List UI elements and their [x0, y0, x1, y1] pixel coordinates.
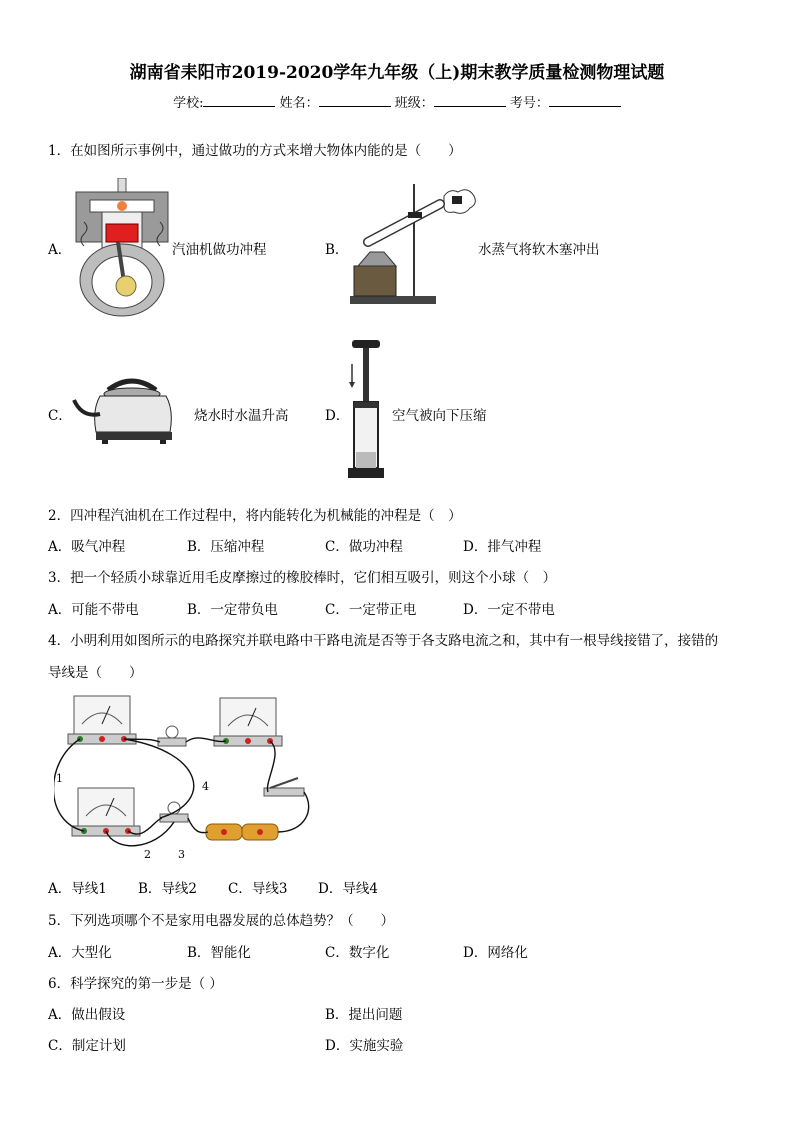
air-compression-cylinder-icon: [344, 340, 388, 480]
school-label: 学校:: [173, 96, 204, 111]
q5-option-a: A．大型化: [48, 945, 112, 961]
wire-label-3: 3: [178, 848, 185, 861]
q1-option-d-letter: D．: [325, 408, 350, 424]
question-1-stem: 1．在如图所示事例中，通过做功的方式来增大物体内能的是（ ）: [48, 143, 462, 159]
q4-option-d: D．导线4: [318, 881, 378, 897]
q6-option-d: D．实施实验: [325, 1038, 404, 1054]
test-tube-steam-icon: [348, 178, 478, 308]
ammeter-bottom-left-icon: [72, 788, 140, 836]
q6-option-a: A．做出假设: [48, 1007, 126, 1023]
wire-label-1: 1: [56, 772, 63, 785]
question-3-stem: 3．把一个轻质小球靠近用毛皮摩擦过的橡胶棒时，它们相互吸引，则这个小球（ ）: [48, 570, 557, 586]
exam-no-label: 考号：: [509, 96, 549, 111]
class-label: 班级：: [394, 96, 434, 111]
ammeter-top-left-icon: [68, 696, 136, 744]
question-4-stem-line2: 导线是（ ）: [48, 665, 143, 681]
q3-option-c: C．一定带正电: [325, 602, 417, 618]
q4-option-c: C．导线3: [228, 881, 288, 897]
question-2-stem: 2．四冲程汽油机在工作过程中，将内能转化为机械能的冲程是（ ）: [48, 508, 462, 524]
engine-cylinder-icon: [72, 178, 172, 320]
question-5-stem: 5．下列选项哪个不是家用电器发展的总体趋势？（ ）: [48, 913, 395, 929]
q6-option-c: C．制定计划: [48, 1038, 126, 1054]
q6-option-b: B．提出问题: [325, 1007, 403, 1023]
wire-label-4: 4: [202, 780, 209, 793]
q4-option-b: B．导线2: [138, 881, 198, 897]
wire-label-2: 2: [144, 848, 151, 861]
q4-option-a: A．导线1: [48, 881, 107, 897]
parallel-circuit-diagram: [54, 692, 320, 864]
q1-option-d-caption: 空气被向下压缩: [392, 408, 487, 424]
q2-option-a: A．吸气冲程: [48, 539, 126, 555]
q1-option-b-caption: 水蒸气将软木塞冲出: [478, 242, 600, 258]
q1-option-c-letter: C．: [48, 408, 72, 424]
bulb-top-icon: [158, 726, 186, 746]
student-info-line: [0, 92, 794, 111]
q1-option-c-caption: 烧水时水温升高: [194, 408, 289, 424]
q3-option-a: A．可能不带电: [48, 602, 139, 618]
q5-option-c: C．数字化: [325, 945, 390, 961]
exam-no-blank[interactable]: [549, 94, 621, 107]
q3-option-b: B．一定带负电: [187, 602, 278, 618]
q5-option-d: D．网络化: [463, 945, 528, 961]
page-title: 湖南省耒阳市2019-2020学年九年级（上)期末教学质量检测物理试题: [129, 63, 665, 83]
school-blank[interactable]: [203, 94, 275, 107]
q1-option-a-caption: 汽油机做功冲程: [172, 242, 267, 258]
name-label: 姓名：: [279, 96, 319, 111]
q1-option-b-letter: B．: [325, 242, 349, 258]
battery-icon: [206, 824, 278, 840]
ammeter-top-right-icon: [214, 698, 282, 746]
kettle-icon: [72, 372, 194, 444]
q2-option-d: D．排气冲程: [463, 539, 542, 555]
q2-option-c: C．做功冲程: [325, 539, 403, 555]
q1-option-a-letter: A．: [48, 242, 72, 258]
name-blank[interactable]: [319, 94, 391, 107]
question-4-stem-line1: 4．小明利用如图所示的电路探究并联电路中干路电流是否等于各支路电流之和，其中有一根导线接错了，接错的: [48, 633, 719, 649]
q5-option-b: B．智能化: [187, 945, 251, 961]
q2-option-b: B．压缩冲程: [187, 539, 265, 555]
question-6-stem: 6．科学探究的第一步是（ ）: [48, 976, 223, 992]
class-blank[interactable]: [434, 94, 506, 107]
switch-icon: [264, 778, 304, 796]
q3-option-d: D．一定不带电: [463, 602, 555, 618]
